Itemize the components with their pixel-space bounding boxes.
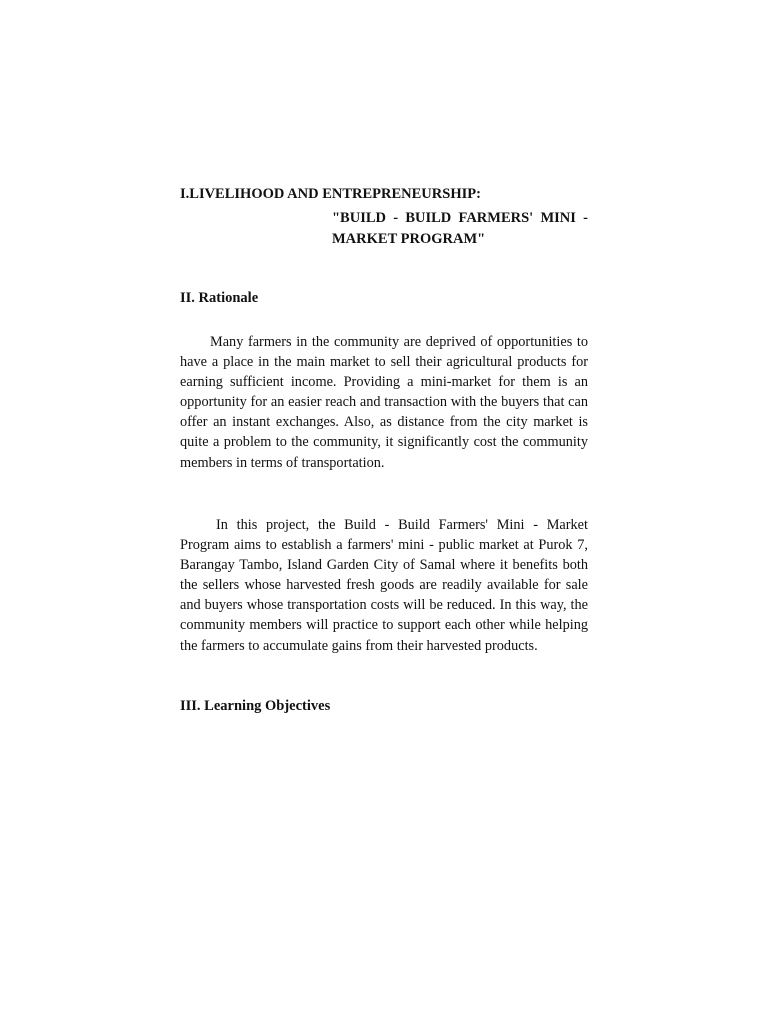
heading-program-name-line2: MARKET PROGRAM" bbox=[332, 231, 486, 247]
rationale-paragraph-1: Many farmers in the community are deprived of opportunities to have a place in the main market to sell their agricultural products for earning sufficient income. Providing a mini-market for them is an opportunity for an easier reach and transaction with the buyers that can offer an instant exchanges. Also, as distance from the city market is quite a problem to the community, it significantly cost the community members in terms of transportation. bbox=[180, 334, 588, 471]
rationale-paragraph-2: In this project, the Build - Build Farmers' Mini - Market Program aims to establish a farmers' mini - public market at Purok 7, Barangay Tambo, Island Garden City of Samal where it benefits both the sellers whose harvested fresh goods are readily available for sale and buyers whose transportation costs will be reduced. In this way, the community members will practice to support each other while helping the farmers to accumulate gains from their harvested products. bbox=[180, 517, 588, 654]
heading-title: I.LIVELIHOOD AND ENTREPRENEURSHIP: bbox=[180, 186, 481, 202]
section-title-learning-objectives: III. Learning Objectives bbox=[180, 698, 331, 714]
section-title-rationale: II. Rationale bbox=[180, 290, 259, 306]
heading-program-name-line1: "BUILD - BUILD FARMERS' MINI - bbox=[332, 210, 588, 226]
